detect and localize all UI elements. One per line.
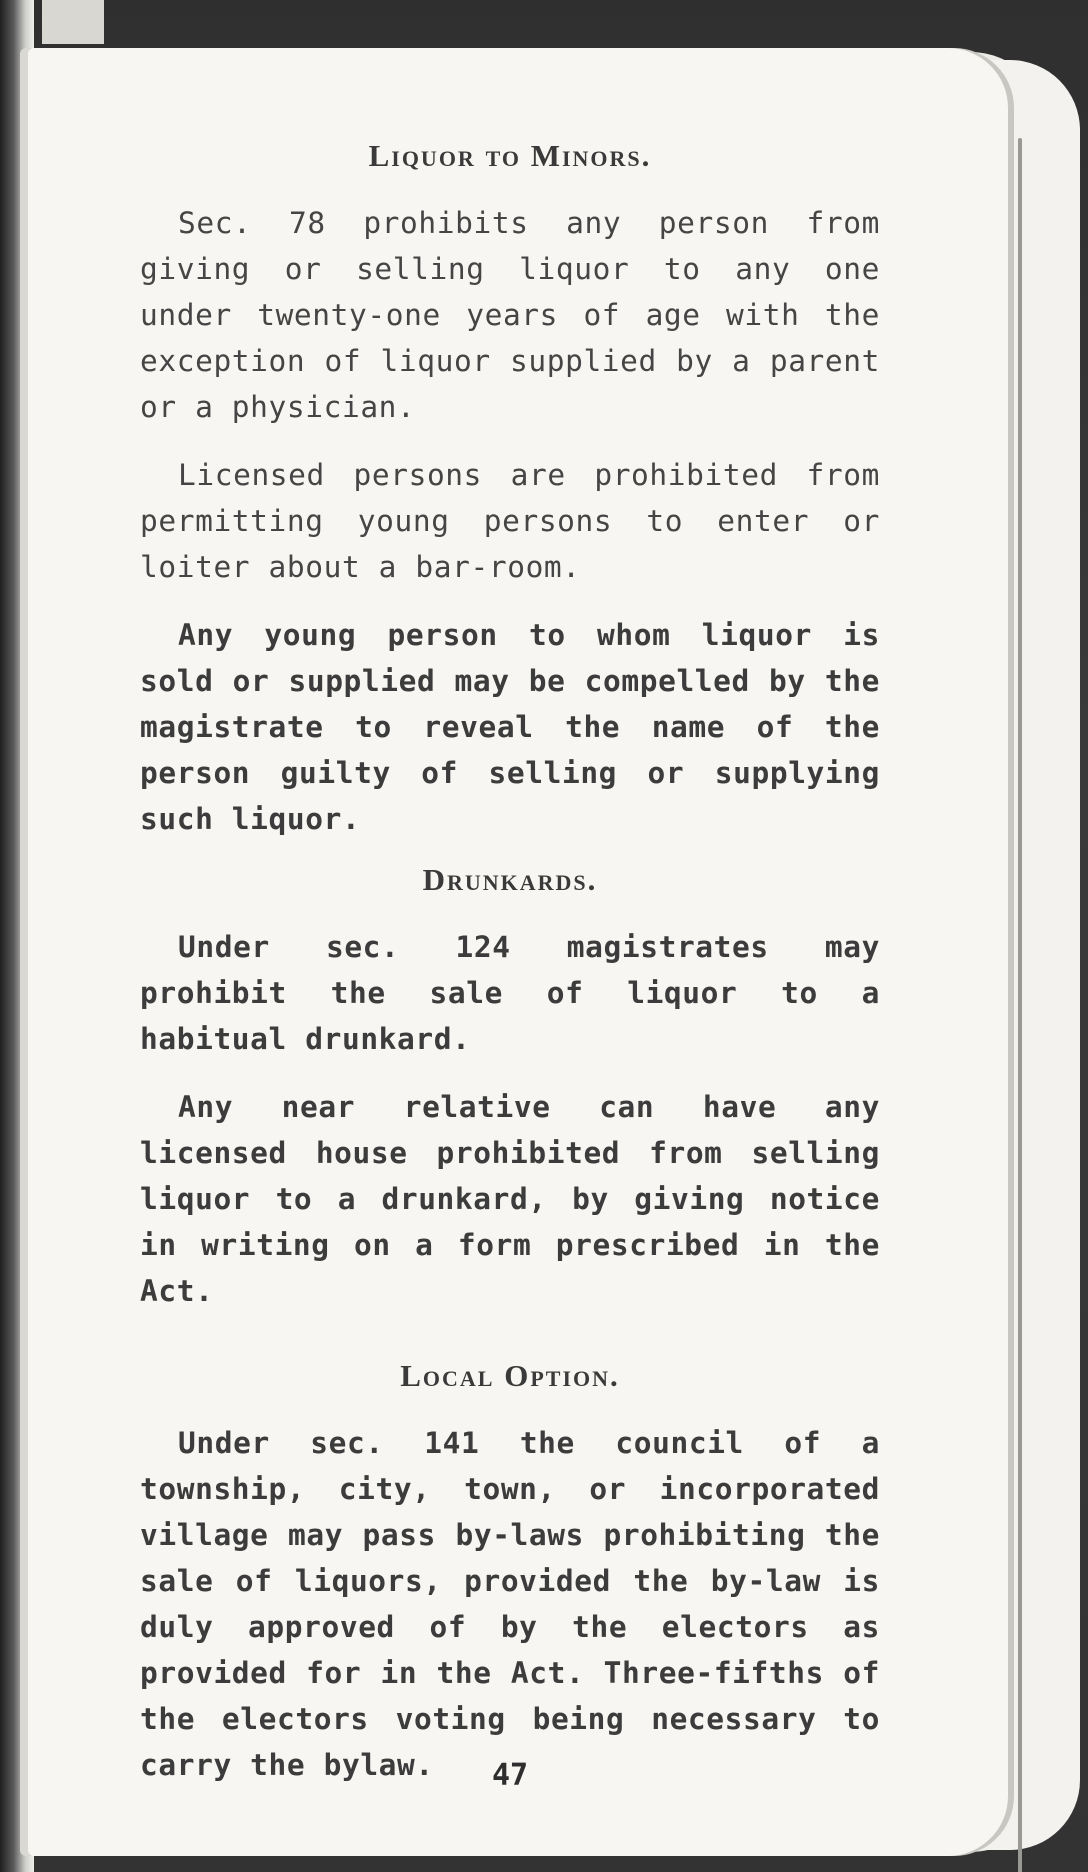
page-number: 47	[491, 1758, 529, 1793]
paragraph-licensed-persons: Licensed persons are prohibited from permitting young persons to enter or loiter about a bar-room.	[140, 458, 880, 584]
paragraph-sec-78: Sec. 78 prohibits any person from giving or selling liquor to any one under twenty-one years of age with the exception of liquor supplied by a parent or a physician.	[140, 206, 880, 424]
book-page	[28, 48, 1008, 1856]
spine-tab	[42, 0, 104, 44]
page-content	[140, 138, 880, 1793]
paragraph-young-person: Any young person to whom liquor is sold or supplied may be compelled by the magistrate to reveal the name of the person guilty of selling or supplying such liquor.	[140, 618, 880, 836]
page-edge-line	[1018, 138, 1022, 1872]
paragraph-sec-141: Under sec. 141 the council of a township, city, town, or incorporated village may pass by-laws prohibiting the sale of liquors, provided the by-law is duly approved of by the electors as provided for in the Act. Three-fifths of the electors voting being necessary to carry the bylaw.	[140, 1426, 880, 1782]
heading-drunkards: Drunkards.	[422, 862, 598, 897]
heading-liquor-to-minors: Liquor to Minors.	[368, 138, 652, 173]
heading-local-option: Local Option.	[400, 1358, 620, 1393]
paragraph-near-relative: Any near relative can have any licensed house prohibited from selling liquor to a drunkard, by giving notice in writing on a form prescribed in the Act.	[140, 1090, 880, 1308]
paragraph-sec-124: Under sec. 124 magistrates may prohibit the sale of liquor to a habitual drunkard.	[140, 930, 880, 1056]
